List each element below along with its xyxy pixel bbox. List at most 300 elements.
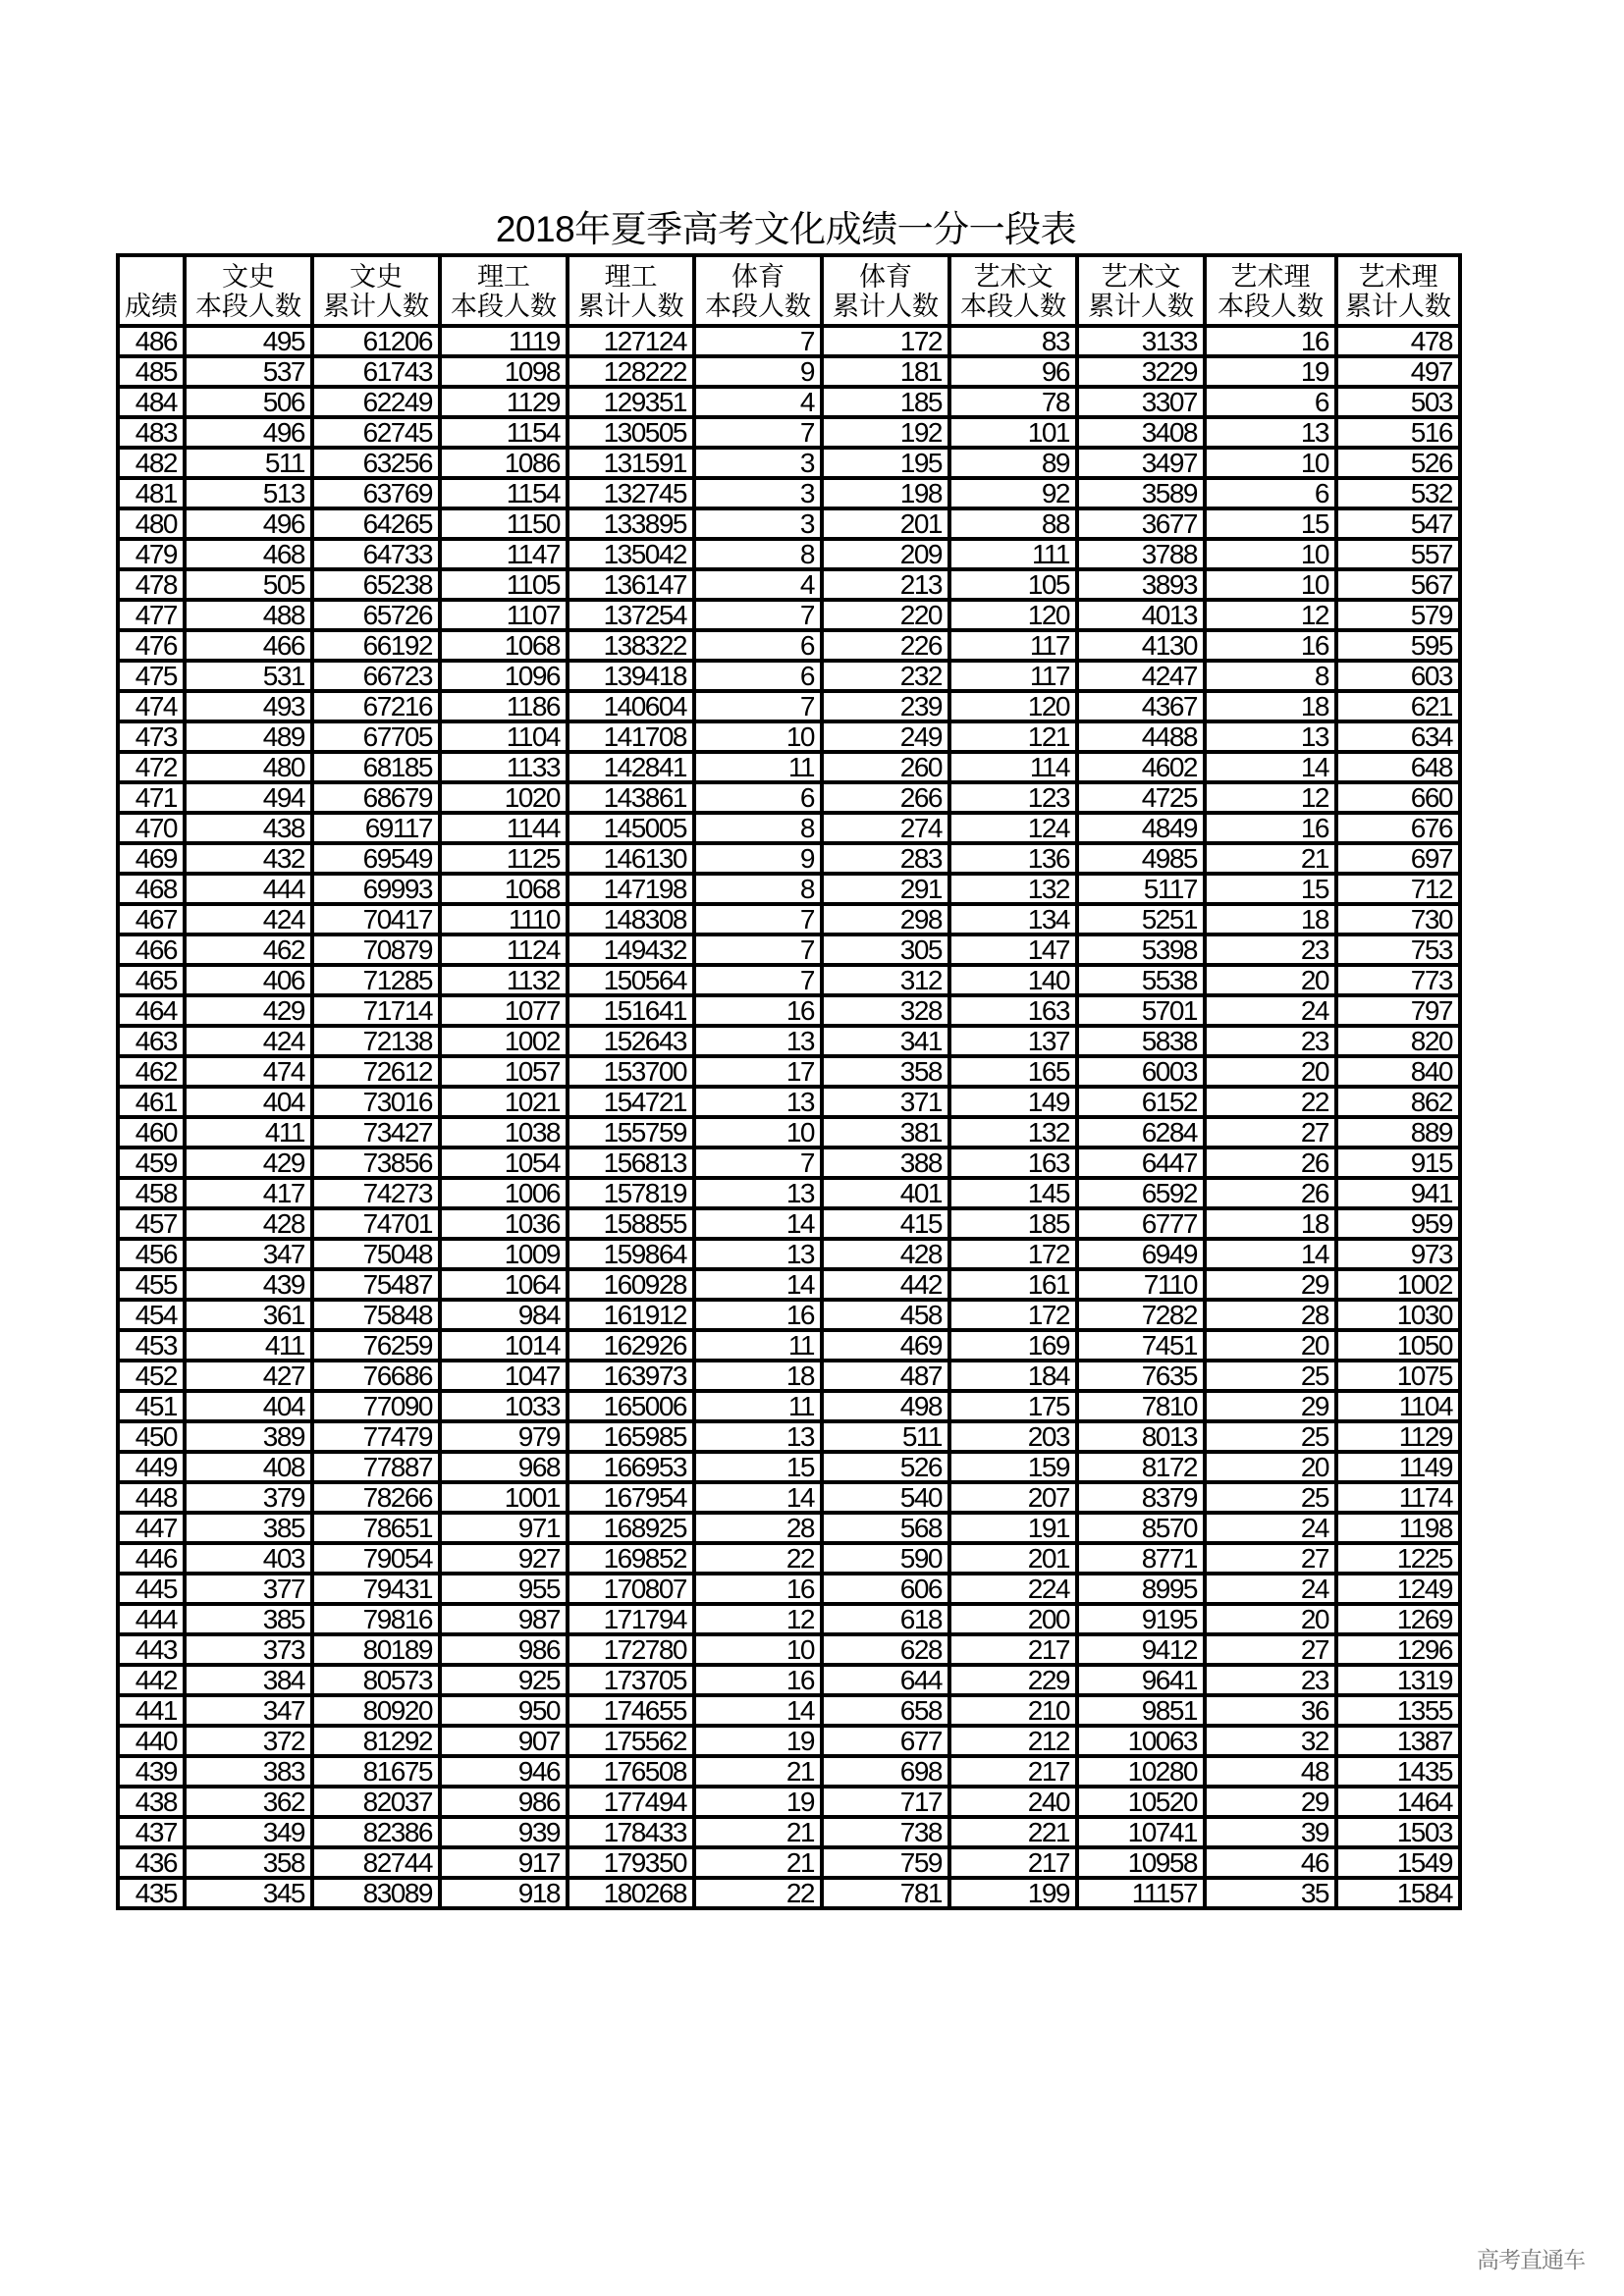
count-cell: 114: [949, 752, 1077, 782]
count-cell: 3307: [1077, 387, 1205, 417]
count-cell: 1225: [1336, 1543, 1460, 1574]
column-header: [568, 255, 694, 326]
count-cell: 10958: [1077, 1847, 1205, 1878]
count-cell: 10: [694, 721, 822, 752]
count-cell: 132: [949, 1117, 1077, 1148]
table-row: [118, 1756, 1460, 1787]
count-cell: 83: [949, 326, 1077, 356]
count-cell: 7: [694, 417, 822, 448]
count-cell: 8013: [1077, 1421, 1205, 1452]
score-cell: 445: [118, 1574, 185, 1604]
count-cell: 46: [1205, 1847, 1336, 1878]
table-row: [118, 1665, 1460, 1695]
count-cell: 207: [949, 1482, 1077, 1513]
count-cell: 160928: [568, 1269, 694, 1300]
column-header-bottom: 本段人数: [451, 292, 557, 322]
count-cell: 1096: [440, 661, 568, 691]
count-cell: 6777: [1077, 1208, 1205, 1239]
count-cell: 1147: [440, 539, 568, 569]
count-cell: 1038: [440, 1117, 568, 1148]
count-cell: 9: [694, 356, 822, 387]
count-cell: 69993: [312, 874, 440, 904]
count-cell: 10: [1205, 569, 1336, 600]
count-cell: 7: [694, 691, 822, 721]
count-cell: 78651: [312, 1513, 440, 1543]
count-cell: 1584: [1336, 1878, 1460, 1908]
count-cell: 3893: [1077, 569, 1205, 600]
table-row: [118, 782, 1460, 813]
count-cell: 20: [1205, 1330, 1336, 1361]
count-cell: 23: [1205, 1665, 1336, 1695]
count-cell: 165985: [568, 1421, 694, 1452]
count-cell: 377: [185, 1574, 312, 1604]
column-header-top: 理工: [604, 262, 658, 293]
column-header-top: 理工: [477, 262, 530, 293]
count-cell: 146130: [568, 843, 694, 874]
count-cell: 1014: [440, 1330, 568, 1361]
count-cell: 1107: [440, 600, 568, 630]
table-row: [118, 326, 1460, 356]
count-cell: 283: [822, 843, 949, 874]
count-cell: 159864: [568, 1239, 694, 1269]
count-cell: 503: [1336, 387, 1460, 417]
table-row: [118, 904, 1460, 934]
count-cell: 21: [694, 1847, 822, 1878]
count-cell: 65238: [312, 569, 440, 600]
count-cell: 480: [185, 752, 312, 782]
count-cell: 72612: [312, 1056, 440, 1087]
table-row: [118, 478, 1460, 508]
count-cell: 165006: [568, 1391, 694, 1421]
count-cell: 438: [185, 813, 312, 843]
count-cell: 973: [1336, 1239, 1460, 1269]
table-row: [118, 1726, 1460, 1756]
count-cell: 537: [185, 356, 312, 387]
count-cell: 14: [694, 1208, 822, 1239]
table-row: [118, 1787, 1460, 1817]
count-cell: 590: [822, 1543, 949, 1574]
count-cell: 77090: [312, 1391, 440, 1421]
score-cell: 462: [118, 1056, 185, 1087]
count-cell: 6152: [1077, 1087, 1205, 1117]
count-cell: 138322: [568, 630, 694, 661]
count-cell: 496: [185, 508, 312, 539]
count-cell: 89: [949, 448, 1077, 478]
count-cell: 8379: [1077, 1482, 1205, 1513]
score-cell: 481: [118, 478, 185, 508]
score-cell: 469: [118, 843, 185, 874]
table-row: [118, 448, 1460, 478]
column-header: [440, 255, 568, 326]
score-cell: 477: [118, 600, 185, 630]
count-cell: 12: [1205, 782, 1336, 813]
count-cell: 5117: [1077, 874, 1205, 904]
count-cell: 915: [1336, 1148, 1460, 1178]
count-cell: 1033: [440, 1391, 568, 1421]
count-cell: 717: [822, 1787, 949, 1817]
score-cell: 452: [118, 1361, 185, 1391]
count-cell: 7: [694, 934, 822, 965]
count-cell: 67216: [312, 691, 440, 721]
count-cell: 16: [694, 995, 822, 1026]
count-cell: 429: [185, 995, 312, 1026]
count-cell: 217: [949, 1634, 1077, 1665]
count-cell: 24: [1205, 1513, 1336, 1543]
count-cell: 9195: [1077, 1604, 1205, 1634]
count-cell: 18: [1205, 1208, 1336, 1239]
count-cell: 1119: [440, 326, 568, 356]
count-cell: 15: [1205, 874, 1336, 904]
count-cell: 603: [1336, 661, 1460, 691]
count-cell: 494: [185, 782, 312, 813]
count-cell: 5398: [1077, 934, 1205, 965]
count-cell: 80189: [312, 1634, 440, 1665]
count-cell: 130505: [568, 417, 694, 448]
count-cell: 5838: [1077, 1026, 1205, 1056]
count-cell: 62745: [312, 417, 440, 448]
score-cell: 435: [118, 1878, 185, 1908]
count-cell: 132745: [568, 478, 694, 508]
count-cell: 532: [1336, 478, 1460, 508]
count-cell: 889: [1336, 1117, 1460, 1148]
count-cell: 10520: [1077, 1787, 1205, 1817]
count-cell: 986: [440, 1787, 568, 1817]
table-row: [118, 1604, 1460, 1634]
column-header-bottom: 累计人数: [323, 292, 429, 322]
count-cell: 13: [694, 1239, 822, 1269]
count-cell: 133895: [568, 508, 694, 539]
count-cell: 79054: [312, 1543, 440, 1574]
count-cell: 201: [949, 1543, 1077, 1574]
count-cell: 74273: [312, 1178, 440, 1208]
count-cell: 1129: [1336, 1421, 1460, 1452]
count-cell: 955: [440, 1574, 568, 1604]
count-cell: 7451: [1077, 1330, 1205, 1361]
count-cell: 72138: [312, 1026, 440, 1056]
count-cell: 372: [185, 1726, 312, 1756]
count-cell: 27: [1205, 1117, 1336, 1148]
table-row: [118, 387, 1460, 417]
count-cell: 13: [694, 1421, 822, 1452]
count-cell: 145005: [568, 813, 694, 843]
count-cell: 117: [949, 661, 1077, 691]
count-cell: 12: [1205, 600, 1336, 630]
count-cell: 1464: [1336, 1787, 1460, 1817]
count-cell: 61743: [312, 356, 440, 387]
column-header-top: 艺术文: [973, 262, 1054, 293]
table-row: [118, 417, 1460, 448]
count-cell: 358: [185, 1847, 312, 1878]
count-cell: 401: [822, 1178, 949, 1208]
score-cell: 449: [118, 1452, 185, 1482]
count-cell: 1129: [440, 387, 568, 417]
table-row: [118, 1208, 1460, 1239]
count-cell: 12: [694, 1604, 822, 1634]
table-row: [118, 1239, 1460, 1269]
count-cell: 75487: [312, 1269, 440, 1300]
count-cell: 498: [822, 1391, 949, 1421]
count-cell: 697: [1336, 843, 1460, 874]
count-cell: 1149: [1336, 1452, 1460, 1482]
count-cell: 13: [694, 1087, 822, 1117]
count-cell: 3677: [1077, 508, 1205, 539]
table-row: [118, 965, 1460, 995]
count-cell: 124: [949, 813, 1077, 843]
count-cell: 417: [185, 1178, 312, 1208]
count-cell: 135042: [568, 539, 694, 569]
score-cell: 442: [118, 1665, 185, 1695]
count-cell: 13: [694, 1026, 822, 1056]
count-cell: 11: [694, 1330, 822, 1361]
column-header-top: 体育: [731, 262, 785, 293]
score-cell: 472: [118, 752, 185, 782]
count-cell: 14: [694, 1269, 822, 1300]
count-cell: 137254: [568, 600, 694, 630]
count-cell: 82386: [312, 1817, 440, 1847]
count-cell: 442: [822, 1269, 949, 1300]
count-cell: 274: [822, 813, 949, 843]
table-row: [118, 752, 1460, 782]
column-header: [1077, 255, 1205, 326]
count-cell: 8172: [1077, 1452, 1205, 1482]
score-cell: 480: [118, 508, 185, 539]
count-cell: 15: [694, 1452, 822, 1482]
count-cell: 200: [949, 1604, 1077, 1634]
count-cell: 345: [185, 1878, 312, 1908]
count-cell: 29: [1205, 1391, 1336, 1421]
count-cell: 6: [694, 630, 822, 661]
count-cell: 9851: [1077, 1695, 1205, 1726]
count-cell: 381: [822, 1117, 949, 1148]
count-cell: 1036: [440, 1208, 568, 1239]
count-cell: 606: [822, 1574, 949, 1604]
table-row: [118, 508, 1460, 539]
count-cell: 432: [185, 843, 312, 874]
count-cell: 341: [822, 1026, 949, 1056]
count-cell: 77887: [312, 1452, 440, 1482]
count-cell: 153700: [568, 1056, 694, 1087]
count-cell: 489: [185, 721, 312, 752]
count-cell: 22: [694, 1543, 822, 1574]
count-cell: 229: [949, 1665, 1077, 1695]
count-cell: 1054: [440, 1148, 568, 1178]
count-cell: 63769: [312, 478, 440, 508]
count-cell: 20: [1205, 1056, 1336, 1087]
count-cell: 469: [822, 1330, 949, 1361]
count-cell: 191: [949, 1513, 1077, 1543]
count-cell: 22: [1205, 1087, 1336, 1117]
count-cell: 676: [1336, 813, 1460, 843]
count-cell: 979: [440, 1421, 568, 1452]
count-cell: 10: [1205, 448, 1336, 478]
count-cell: 120: [949, 691, 1077, 721]
count-cell: 658: [822, 1695, 949, 1726]
count-cell: 3788: [1077, 539, 1205, 569]
count-cell: 21: [694, 1817, 822, 1847]
count-cell: 773: [1336, 965, 1460, 995]
count-cell: 1154: [440, 417, 568, 448]
count-cell: 547: [1336, 508, 1460, 539]
count-cell: 139418: [568, 661, 694, 691]
score-cell: 483: [118, 417, 185, 448]
count-cell: 8: [694, 874, 822, 904]
count-cell: 8570: [1077, 1513, 1205, 1543]
count-cell: 6284: [1077, 1117, 1205, 1148]
count-cell: 14: [1205, 1239, 1336, 1269]
count-cell: 531: [185, 661, 312, 691]
count-cell: 179350: [568, 1847, 694, 1878]
count-cell: 1319: [1336, 1665, 1460, 1695]
score-cell: 451: [118, 1391, 185, 1421]
count-cell: 161: [949, 1269, 1077, 1300]
count-cell: 1124: [440, 934, 568, 965]
table-row: [118, 1421, 1460, 1452]
count-cell: 946: [440, 1756, 568, 1787]
count-cell: 14: [694, 1695, 822, 1726]
column-header-top: 艺术文: [1101, 262, 1181, 293]
count-cell: 4488: [1077, 721, 1205, 752]
count-cell: 16: [1205, 326, 1336, 356]
table-header: [118, 255, 1460, 326]
score-cell: 475: [118, 661, 185, 691]
count-cell: 595: [1336, 630, 1460, 661]
count-cell: 175562: [568, 1726, 694, 1756]
count-cell: 27: [1205, 1543, 1336, 1574]
count-cell: 162926: [568, 1330, 694, 1361]
table-row: [118, 1361, 1460, 1391]
column-header: [822, 255, 949, 326]
count-cell: 176508: [568, 1756, 694, 1787]
count-cell: 1296: [1336, 1634, 1460, 1665]
score-cell: 460: [118, 1117, 185, 1148]
header-row: [118, 255, 1460, 326]
count-cell: 385: [185, 1513, 312, 1543]
count-cell: 4013: [1077, 600, 1205, 630]
count-cell: 26: [1205, 1148, 1336, 1178]
count-cell: 362: [185, 1787, 312, 1817]
count-cell: 644: [822, 1665, 949, 1695]
count-cell: 32: [1205, 1726, 1336, 1756]
count-cell: 171794: [568, 1604, 694, 1634]
count-cell: 19: [1205, 356, 1336, 387]
score-cell: 443: [118, 1634, 185, 1665]
count-cell: 64733: [312, 539, 440, 569]
count-cell: 18: [694, 1361, 822, 1391]
count-cell: 169: [949, 1330, 1077, 1361]
count-cell: 389: [185, 1421, 312, 1452]
table-row: [118, 1817, 1460, 1847]
column-header-bottom: 累计人数: [1088, 292, 1194, 322]
count-cell: 6949: [1077, 1239, 1205, 1269]
count-cell: 78266: [312, 1482, 440, 1513]
count-cell: 199: [949, 1878, 1077, 1908]
count-cell: 35: [1205, 1878, 1336, 1908]
table-row: [118, 1269, 1460, 1300]
count-cell: 8: [694, 539, 822, 569]
count-cell: 19: [694, 1787, 822, 1817]
count-cell: 540: [822, 1482, 949, 1513]
count-cell: 1104: [1336, 1391, 1460, 1421]
count-cell: 129351: [568, 387, 694, 417]
count-cell: 173705: [568, 1665, 694, 1695]
count-cell: 82037: [312, 1787, 440, 1817]
count-cell: 6447: [1077, 1148, 1205, 1178]
score-cell: 463: [118, 1026, 185, 1056]
table-row: [118, 1847, 1460, 1878]
count-cell: 840: [1336, 1056, 1460, 1087]
table-row: [118, 1087, 1460, 1117]
count-cell: 68679: [312, 782, 440, 813]
column-header-top: 艺术理: [1230, 262, 1311, 293]
count-cell: 73427: [312, 1117, 440, 1148]
column-header-bottom: 累计人数: [577, 292, 684, 322]
score-cell: 486: [118, 326, 185, 356]
count-cell: 730: [1336, 904, 1460, 934]
count-cell: 6: [694, 661, 822, 691]
count-cell: 127124: [568, 326, 694, 356]
count-cell: 1269: [1336, 1604, 1460, 1634]
count-cell: 169852: [568, 1543, 694, 1574]
count-cell: 29: [1205, 1787, 1336, 1817]
table-row: [118, 813, 1460, 843]
count-cell: 8: [694, 813, 822, 843]
count-cell: 152643: [568, 1026, 694, 1056]
count-cell: 15: [1205, 508, 1336, 539]
count-cell: 80920: [312, 1695, 440, 1726]
count-cell: 172780: [568, 1634, 694, 1665]
count-cell: 1104: [440, 721, 568, 752]
count-cell: 165: [949, 1056, 1077, 1087]
count-cell: 1249: [1336, 1574, 1460, 1604]
count-cell: 506: [185, 387, 312, 417]
score-cell: 482: [118, 448, 185, 478]
count-cell: 557: [1336, 539, 1460, 569]
count-cell: 20: [1205, 1452, 1336, 1482]
count-cell: 677: [822, 1726, 949, 1756]
count-cell: 3: [694, 508, 822, 539]
count-cell: 4247: [1077, 661, 1205, 691]
count-cell: 70879: [312, 934, 440, 965]
count-cell: 128222: [568, 356, 694, 387]
count-cell: 81292: [312, 1726, 440, 1756]
count-cell: 1133: [440, 752, 568, 782]
count-cell: 4849: [1077, 813, 1205, 843]
count-cell: 28: [694, 1513, 822, 1543]
count-cell: 1068: [440, 874, 568, 904]
count-cell: 6: [1205, 478, 1336, 508]
table-row: [118, 691, 1460, 721]
count-cell: 7: [694, 600, 822, 630]
count-cell: 5538: [1077, 965, 1205, 995]
count-cell: 75848: [312, 1300, 440, 1330]
column-header-top: 文史: [350, 262, 403, 293]
table-row: [118, 1482, 1460, 1513]
count-cell: 618: [822, 1604, 949, 1634]
score-cell: 441: [118, 1695, 185, 1726]
table-row: [118, 356, 1460, 387]
count-cell: 16: [694, 1300, 822, 1330]
table-row: [118, 1117, 1460, 1148]
count-cell: 83089: [312, 1878, 440, 1908]
count-cell: 7110: [1077, 1269, 1205, 1300]
count-cell: 77479: [312, 1421, 440, 1452]
count-cell: 1355: [1336, 1695, 1460, 1726]
count-cell: 167954: [568, 1482, 694, 1513]
column-header: [694, 255, 822, 326]
table-row: [118, 1634, 1460, 1665]
count-cell: 526: [1336, 448, 1460, 478]
count-cell: 6: [1205, 387, 1336, 417]
